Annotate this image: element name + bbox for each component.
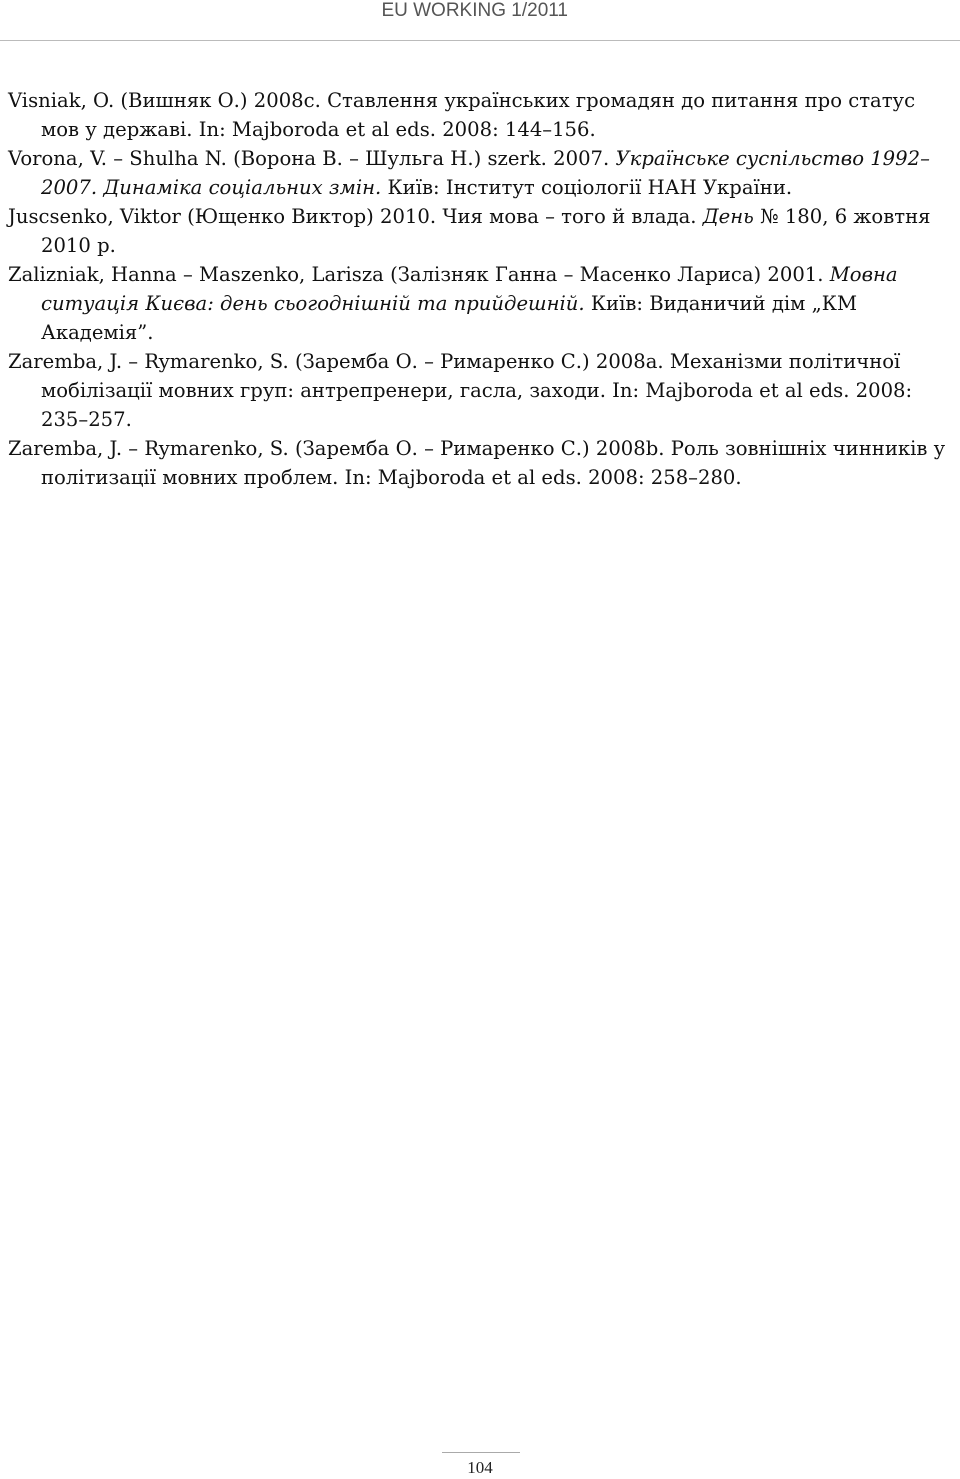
reference-entry — [8, 86, 953, 144]
reference-text: Zaremba, J. – Rymarenko, S. (Заремба О. – Римаренко С.) 2008b. Роль зовнішніх чинників у політизації мовних проблем. In: Majboroda et al eds. 2008: 258–280. — [8, 437, 946, 489]
reference-text: № 180, 6 жовтня 2010 р. — [41, 205, 931, 257]
reference-text: Juscsenko, Viktor (Ющенко Виктор) 2010. Чия мова – того й влада. — [8, 205, 703, 228]
reference-list — [8, 86, 953, 492]
header-divider — [0, 40, 960, 41]
reference-text: Zaremba, J. – Rymarenko, S. (Заремба О. – Римаренко С.) 2008a. Механізми політичної мобілізації мовних груп: антрепренери, гасла, заходи. In: Majboroda et al eds. 2008: 235–257. — [8, 350, 913, 431]
reference-text: Київ: Виданичий дім „КМ Академія”. — [41, 292, 858, 344]
reference-entry — [8, 347, 953, 434]
running-header: EU WORKING 1/2011 — [381, 0, 568, 21]
reference-title-italic: День — [702, 205, 754, 228]
reference-title-italic: Мовна ситуація Києва: день сьогоднішній та прийдешній. — [41, 263, 898, 315]
reference-entry — [8, 144, 953, 202]
footer-divider — [442, 1452, 520, 1453]
reference-title-italic: Українське суспільство 1992–2007. Динаміка соціальних змін. — [41, 147, 930, 199]
reference-text: Київ: Інститут соціології НАН України. — [381, 176, 793, 199]
reference-text: Zalizniak, Hanna – Maszenko, Larisza (Залізняк Ганна – Масенко Лариса) 2001. — [8, 263, 830, 286]
reference-entry — [8, 434, 953, 492]
reference-text: Visniak, O. (Вишняк О.) 2008c. Ставлення українських громадян до питання про статус мов у державі. In: Majboroda et al eds. 2008: 144–156. — [8, 89, 916, 141]
reference-entry — [8, 260, 953, 347]
page-number: 104 — [467, 1458, 493, 1477]
reference-entry — [8, 202, 953, 260]
reference-text: Vorona, V. – Shulha N. (Ворона В. – Шульга Н.) szerk. 2007. — [8, 147, 616, 170]
